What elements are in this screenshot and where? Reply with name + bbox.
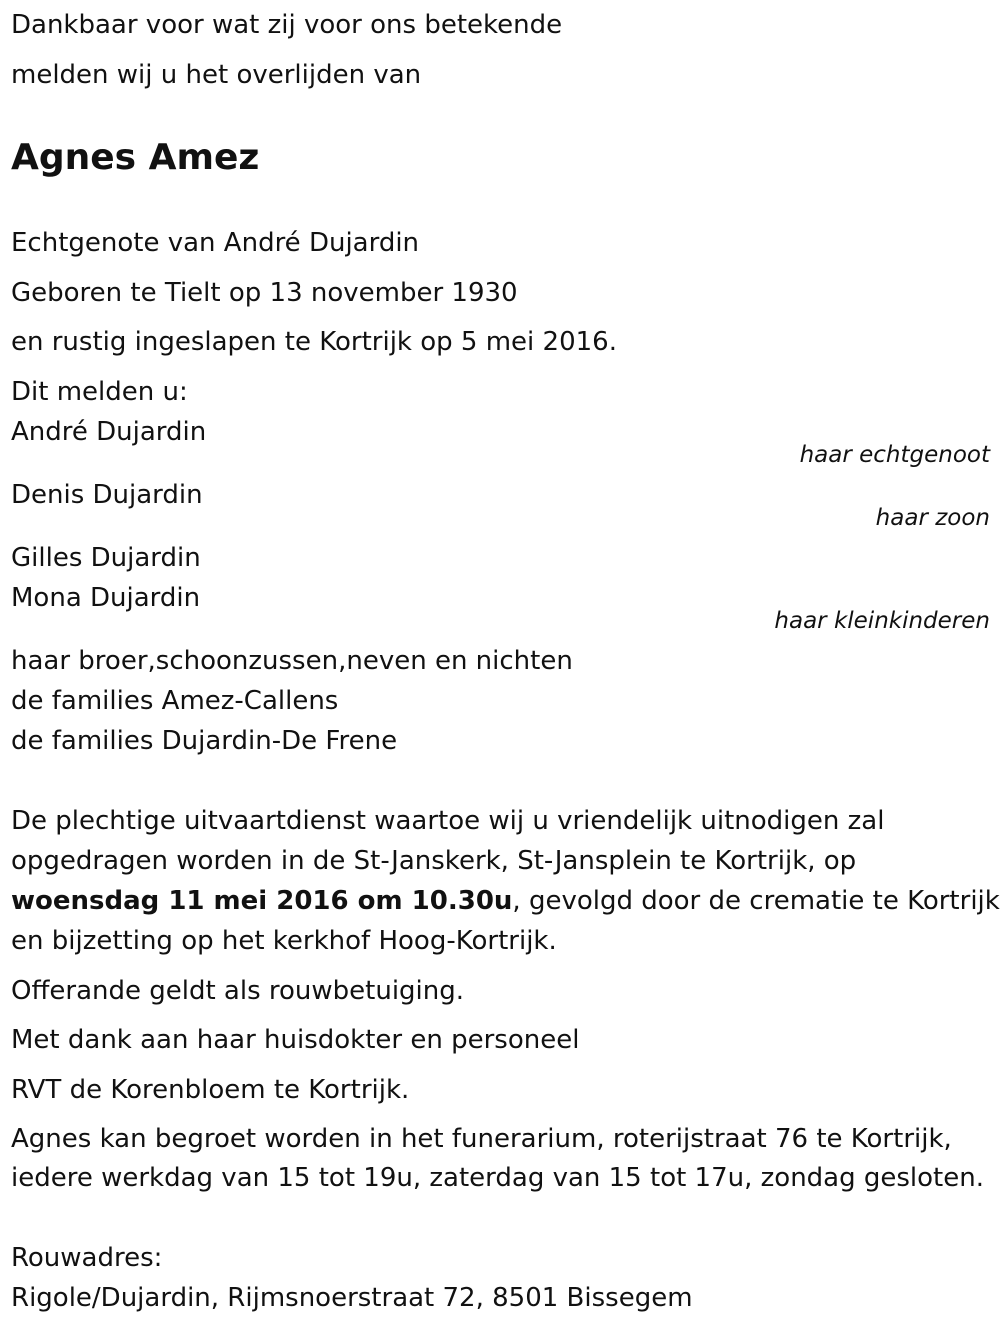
thanks-line-2: RVT de Korenbloem te Kortrijk. — [11, 1075, 410, 1105]
intro-line-2: melden wij u het overlijden van — [11, 60, 422, 90]
service-line-2: opgedragen worden in de St-Janskerk, St-Jansplein te Kortrijk, op — [11, 846, 857, 876]
announcer-name: Denis Dujardin — [11, 480, 203, 510]
announcer-name: André Dujardin — [11, 417, 207, 447]
visitation-line-2: iedere werkdag van 15 tot 19u, zaterdag van 15 tot 17u, zondag gesloten. — [11, 1163, 984, 1193]
announcer-name: Mona Dujardin — [11, 583, 201, 613]
service-date: woensdag 11 mei 2016 om 10.30u — [11, 886, 513, 916]
service-line-3-rest: , gevolgd door de crematie te Kortrijk — [512, 886, 1000, 916]
visitation-line-1: Agnes kan begroet worden in het funerarium, roterijstraat 76 te Kortrijk, — [11, 1124, 952, 1154]
other-relatives-line: de families Dujardin-De Frene — [11, 726, 398, 756]
service-line-1: De plechtige uitvaartdienst waartoe wij u vriendelijk uitnodigen zal — [11, 806, 885, 836]
other-relatives-line: haar broer,schoonzussen,neven en nichten — [11, 646, 573, 676]
offering-line: Offerande geldt als rouwbetuiging. — [11, 976, 465, 1006]
service-line-4: en bijzetting op het kerkhof Hoog-Kortrijk. — [11, 926, 557, 956]
relation-label: haar kleinkinderen — [774, 608, 990, 634]
address-heading: Rouwadres: — [11, 1243, 163, 1273]
intro-line-1: Dankbaar voor wat zij voor ons betekende — [11, 10, 563, 40]
address-value: Rigole/Dujardin, Rijmsnoerstraat 72, 8501 Bissegem — [11, 1283, 693, 1313]
service-line-3 — [11, 886, 1000, 916]
spouse-line: Echtgenote van André Dujardin — [11, 228, 420, 258]
deceased-name: Agnes Amez — [11, 137, 260, 178]
relation-label: haar echtgenoot — [799, 442, 990, 468]
death-line: en rustig ingeslapen te Kortrijk op 5 mei 2016. — [11, 327, 617, 357]
announcer-name: Gilles Dujardin — [11, 543, 201, 573]
birth-line: Geboren te Tielt op 13 november 1930 — [11, 278, 518, 308]
other-relatives-line: de families Amez-Callens — [11, 686, 339, 716]
thanks-line-1: Met dank aan haar huisdokter en personeel — [11, 1025, 580, 1055]
relation-label: haar zoon — [875, 505, 990, 531]
announcers-heading: Dit melden u: — [11, 377, 188, 407]
